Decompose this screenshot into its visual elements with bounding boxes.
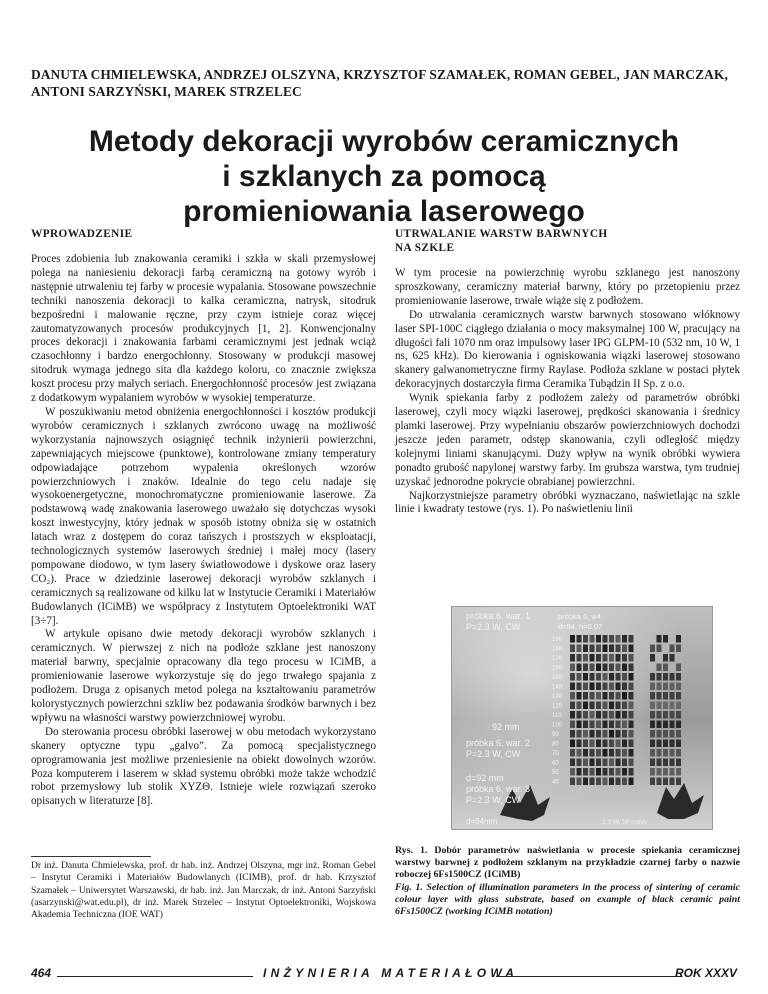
test-square: [603, 730, 608, 738]
test-square: [657, 645, 662, 653]
test-square: [670, 645, 675, 653]
test-square: [596, 645, 601, 653]
test-square: [676, 778, 681, 786]
test-square: [629, 759, 634, 767]
test-square: [629, 721, 634, 729]
test-square: [670, 721, 675, 729]
test-square: [670, 692, 675, 700]
test-square: [570, 664, 575, 672]
test-square: [596, 702, 601, 710]
sample-label-d3: P=2.3 W, CW: [466, 795, 521, 805]
test-square: [596, 721, 601, 729]
sample-label-b1: próbka 6, w4: [558, 612, 601, 621]
test-square: [577, 740, 582, 748]
paragraph: Do sterowania procesu obróbki laserowej w obu metodach wykorzystano skanery optyczne typu „galvo”. Za pomocą specjalistycznego oprogramowania jest możliwe przeniesienie na obiekt dowolnych wzorów. Poza komputerem i laserem w skład systemu obróbki może także wchodzić robot przemysłowy lub stolik XYZΘ. Istnieje wiele rozwiązań szeroko opisanych w literaturze [8].: [31, 725, 376, 808]
test-square: [596, 749, 601, 757]
scale-label: 80: [552, 741, 559, 748]
test-square: [609, 730, 614, 738]
test-square: [577, 721, 582, 729]
test-square: [603, 683, 608, 691]
test-square: [583, 778, 588, 786]
test-square: [670, 673, 675, 681]
test-square: [570, 683, 575, 691]
test-square: [596, 759, 601, 767]
scale-label: 60: [552, 760, 559, 767]
paragraph: W artykule opisano dwie metody dekoracji wyrobów szklanych i ceramicznych. W pierwszej z nich na podłoże szklane jest nanoszony materiał barwny, specjalnie opracowany dla tego procesu w ICiMB, a promieniowanie laserowe wykorzystuje się do jego trwałego spajania z podłożem. Druga z opisanych metod polega na kształtowaniu parametrów kolorystycznych powierzchni szkliw bez podawania środków barwnych i bez wpływu na własności warstwy powierzchniowej wyrobu.: [31, 628, 376, 724]
test-square: [676, 635, 681, 643]
test-square: [650, 683, 655, 691]
test-square: [622, 702, 627, 710]
test-square: [603, 645, 608, 653]
test-square: [676, 645, 681, 653]
test-square: [577, 692, 582, 700]
journal-volume: ROK XXXV: [674, 966, 737, 980]
test-square: [622, 683, 627, 691]
page-number: 464: [31, 966, 52, 980]
test-square: [657, 759, 662, 767]
test-square: [657, 749, 662, 757]
sample-label-c3: P=2.3 W, CW: [466, 749, 521, 759]
test-square: [616, 683, 621, 691]
test-square: [650, 721, 655, 729]
test-square: [603, 702, 608, 710]
test-square: [603, 635, 608, 643]
article-title: [40, 124, 728, 229]
test-square: [622, 768, 627, 776]
test-square: [609, 721, 614, 729]
test-square: [590, 730, 595, 738]
test-square: [657, 702, 662, 710]
caption-polish: Rys. 1. Dobór parametrów naświetlania w procesie spiekania ceramicznej warstwy barwnej z podłożem szklanym na przykładzie czarnej farby o nazwie roboczej 6Fs1500CZ (ICiMB): [395, 845, 740, 881]
test-square: [570, 654, 575, 662]
section-heading-introduction: WPROWADZENIE: [31, 228, 133, 240]
scale-label: 90: [552, 732, 559, 738]
test-square: [583, 673, 588, 681]
test-square: [596, 692, 601, 700]
test-square: [570, 749, 575, 757]
test-square: [663, 711, 668, 719]
test-square: [590, 711, 595, 719]
footer-rule-right: [496, 976, 681, 977]
test-square: [609, 664, 614, 672]
test-square: [629, 673, 634, 681]
test-square: [663, 759, 668, 767]
test-square: [583, 645, 588, 653]
scale-label: 40: [552, 779, 559, 786]
test-square: [629, 740, 634, 748]
test-square: [616, 759, 621, 767]
test-square: [609, 749, 614, 757]
test-square: [650, 673, 655, 681]
paragraph: Wynik spiekania farby z podłożem zależy od parametrów obróbki laserowej, czyli mocy wiązki laserowej, prędkości skanowania i średnicy plamki laserowej. Przy wypełnianiu obszarów powierzchniowych dochodzi jeszcze jeden parametr, odstęp skanowania, czyli odległość między kolejnymi liniami skanującymi. Duży wpływ na wynik obróbki wywiera ponadto grubość napylonej warstwy farby. Im grubsza warstwa, tym trudniej uzyskać jednorodne pokrycie obrabianej powierzchni.: [395, 392, 740, 488]
sample-label-b2: d=84, h=0.07: [558, 622, 603, 631]
figure-photo-glass-samples: [451, 606, 713, 830]
test-square: [577, 759, 582, 767]
test-square: [650, 759, 655, 767]
test-square: [570, 778, 575, 786]
test-square: [670, 778, 675, 786]
test-square: [590, 778, 595, 786]
test-square: [577, 645, 582, 653]
sample-label-e1: d=84mm: [466, 817, 498, 826]
test-square: [590, 635, 595, 643]
test-square: [676, 692, 681, 700]
test-square: [670, 683, 675, 691]
test-square: [583, 768, 588, 776]
test-square: [577, 702, 582, 710]
sample-label-a1: próbka 6, war. 1: [466, 611, 531, 621]
test-square: [650, 778, 655, 786]
test-square: [663, 749, 668, 757]
test-square: [676, 673, 681, 681]
test-square: [657, 778, 662, 786]
test-square: [616, 635, 621, 643]
test-square: [663, 664, 668, 672]
left-column: [31, 227, 376, 809]
test-square: [622, 778, 627, 786]
test-square: [609, 768, 614, 776]
test-square: [670, 730, 675, 738]
test-square: [657, 683, 662, 691]
scale-label: 140: [552, 684, 563, 691]
test-square: [657, 711, 662, 719]
test-square: [609, 683, 614, 691]
test-square: [603, 654, 608, 662]
test-square: [616, 673, 621, 681]
test-square: [629, 635, 634, 643]
test-square: [570, 740, 575, 748]
test-square: [609, 702, 614, 710]
test-square: [570, 711, 575, 719]
sample-label-c1: 92 mm: [492, 722, 520, 732]
test-square: [590, 721, 595, 729]
test-square: [650, 730, 655, 738]
test-square: [657, 768, 662, 776]
scale-label: 180: [552, 646, 563, 653]
test-square: [577, 635, 582, 643]
test-square: [670, 702, 675, 710]
scale-label: 70: [552, 751, 559, 757]
test-square: [590, 740, 595, 748]
test-square: [596, 654, 601, 662]
test-square: [583, 692, 588, 700]
test-square: [629, 778, 634, 786]
footer-rule-left: [57, 976, 253, 977]
test-square: [609, 645, 614, 653]
test-square: [570, 721, 575, 729]
test-square: [629, 683, 634, 691]
test-square: [603, 778, 608, 786]
test-square: [657, 673, 662, 681]
test-square: [596, 778, 601, 786]
test-square: [577, 664, 582, 672]
test-square: [616, 749, 621, 757]
test-square: [629, 711, 634, 719]
test-square: [577, 768, 582, 776]
test-square: [609, 740, 614, 748]
scale-label: 170: [552, 656, 563, 662]
test-square: [670, 711, 675, 719]
paragraph: W tym procesie na powierzchnię wyrobu szklanego jest nanoszony sproszkowany, ceramiczny materiał barwny, który po przetopieniu przez promieniowanie laserowe, trwale wiąże się z podłożem.: [395, 267, 740, 307]
test-square: [676, 702, 681, 710]
test-square: [603, 711, 608, 719]
sample-label-d2: próbka 6, war. 3: [466, 784, 531, 794]
test-square: [657, 664, 662, 672]
test-square: [663, 635, 668, 643]
test-square: [676, 683, 681, 691]
test-square: [603, 721, 608, 729]
paragraph: W poszukiwaniu metod obniżenia energochłonności i kosztów produkcji wyrobów ceramicznych i szklanych zwrócono uwagę na możliwość wykorzystania najnowszych osiągnięć technik inżynierii powierzchni, zapewniających miejscowe (punktowe), kontrolowane zmiany temperatury odpowiadające potrzebom wypalenia określonych wzorów powierzchniowych i znaków. Idealnie do tego celu nadaje się wysokoenergetyczne, monochromatyczne promieniowanie laserowe. Za podstawową wadę znakowania laserowego uważało się dotychczas wysoki koszt inwestycyjny, który jednak w sposób istotny obniża się w ostatnich latach wraz z dostępem do coraz tańszych i prostszych w eksploatacji, technologicznych systemów laserowych średniej i małej mocy (lasery pompowane diodowo, w tym lasery światłowodowe i dyskowe oraz lasery CO₂). Prace w dziedzinie laserowej dekoracji wyrobów szklanych i ceramicznych są realizowane od kilku lat w Instytucie Ceramiki i Materiałów Budowlanych (ICiMB) we współpracy z Instytutem Optoelektroniki WAT [3÷7].: [31, 405, 376, 627]
test-square: [657, 635, 662, 643]
test-square: [657, 692, 662, 700]
test-square: [583, 664, 588, 672]
test-square: [596, 740, 601, 748]
sample-label-d1: d=92 mm: [466, 773, 504, 783]
right-column: [395, 227, 740, 517]
test-square: [663, 768, 668, 776]
test-square: [622, 664, 627, 672]
test-square: [577, 673, 582, 681]
test-square: [570, 730, 575, 738]
test-square: [629, 768, 634, 776]
test-square: [603, 740, 608, 748]
test-square: [622, 730, 627, 738]
test-square: [603, 749, 608, 757]
test-square: [609, 635, 614, 643]
test-square: [622, 740, 627, 748]
test-square: [650, 645, 655, 653]
test-square: [622, 711, 627, 719]
test-square: [577, 730, 582, 738]
test-square: [583, 654, 588, 662]
test-square: [663, 692, 668, 700]
footnote-rule: [31, 856, 151, 857]
test-square: [596, 673, 601, 681]
test-square: [616, 654, 621, 662]
test-square: [676, 768, 681, 776]
paragraph: Najkorzystniejsze parametry obróbki wyznaczano, naświetlając na szkle linie i kwadraty testowe (rys. 1). Po naświetleniu linii: [395, 489, 740, 516]
figure-caption: [395, 845, 740, 918]
test-square: [676, 759, 681, 767]
test-square: [603, 759, 608, 767]
heading-line-2: NA SZKLE: [395, 242, 455, 254]
sample-label-c2: próbka 6, war. 2: [466, 738, 531, 748]
test-square: [577, 654, 582, 662]
test-square: [616, 768, 621, 776]
test-square: [663, 673, 668, 681]
test-square: [583, 711, 588, 719]
test-square: [603, 664, 608, 672]
scale-label: 50: [552, 770, 559, 776]
test-square: [590, 654, 595, 662]
test-square: [629, 702, 634, 710]
test-square: [663, 683, 668, 691]
test-square: [629, 692, 634, 700]
test-square: [570, 692, 575, 700]
test-square: [577, 749, 582, 757]
test-square: [583, 730, 588, 738]
title-line-1: Metody dekoracji wyrobów ceramicznych: [88, 125, 680, 158]
scale-label: 160: [552, 665, 563, 672]
test-square: [590, 768, 595, 776]
test-square: [622, 692, 627, 700]
test-square: [577, 683, 582, 691]
test-square: [670, 749, 675, 757]
scale-label: 150: [552, 675, 563, 681]
scale-label: 100: [552, 722, 563, 729]
authors-line: DANUTA CHMIELEWSKA, ANDRZEJ OLSZYNA, KRZYSZTOF SZAMAŁEK, ROMAN GEBEL, JAN MARCZAK, ANTONI SARZYŃSKI, MAREK STRZELEC: [31, 67, 728, 99]
test-square: [629, 645, 634, 653]
paragraph: Proces zdobienia lub znakowania ceramiki i szkła w skali przemysłowej polega na naniesieniu dekoracji farbą ceramiczną na gotowy wyrób i następnie utrwaleniu tej farby w procesie wypalania. Stosowane powszechnie techniki nanoszenia dekoracji to kalka ceramiczna, natrysk, sitodruk bezpośredni i malowanie ręczne, przy czym istnieje coraz więcej zautomatyzowanych procesów produkcyjnych [1, 2]. Konwencjonalny proces dekoracji i znakowania farbami ceramicznymi jest jednak wciąż czasochłonny i bardzo energochłonny. Stosowany w produkcji masowej sitodruk wymaga jednego sita dla każdego koloru, co znacznie zwiększa koszt procesu przy małych seriach. Energochłonność procesów jest związana z dodatkowym wypalaniem wyrobów w wysokiej temperaturze.: [31, 253, 376, 405]
test-square: [650, 654, 655, 662]
test-square: [570, 768, 575, 776]
test-square: [583, 635, 588, 643]
test-square: [670, 768, 675, 776]
test-square: [583, 759, 588, 767]
test-square: [609, 778, 614, 786]
test-square: [663, 721, 668, 729]
test-square: [616, 664, 621, 672]
test-square: [590, 759, 595, 767]
scale-label: 190: [552, 637, 563, 643]
test-square: [616, 645, 621, 653]
scale-label: 130: [552, 694, 563, 700]
test-square: [622, 635, 627, 643]
test-square: [663, 654, 668, 662]
heading-line-1: UTRWALANIE WARSTW BARWNYCH: [395, 228, 608, 240]
test-square: [603, 692, 608, 700]
test-square: [596, 730, 601, 738]
test-square: [596, 664, 601, 672]
photo-illustration: [452, 607, 713, 830]
test-square: [570, 635, 575, 643]
test-square: [609, 759, 614, 767]
author-affiliations: Dr inż. Danuta Chmielewska, prof. dr hab. inż. Andrzej Olszyna, mgr inż. Roman Gebel – Instytut Ceramiki i Materiałów Budowlanych (ICIMB), prof. dr hab. Krzysztof Szamałek – Uniwersytet Warszawski, dr hab. inż. Jan Marczak, dr inż. Antoni Sarzyński (asarzynski@wat.edu.pl), dr inż. Marek Strzelec – Instytut Optoelektroniki, Wojskowa Akademia Techniczna (IOE WAT): [31, 860, 376, 921]
test-square: [650, 768, 655, 776]
test-square: [670, 759, 675, 767]
sample-label-a2: P=2.3 W, CW: [466, 622, 521, 632]
test-square: [590, 673, 595, 681]
test-square: [609, 673, 614, 681]
test-square: [676, 749, 681, 757]
journal-name: INŻYNIERIA MATERIAŁOWA: [263, 966, 519, 980]
test-square: [663, 730, 668, 738]
test-square: [596, 635, 601, 643]
test-square: [663, 740, 668, 748]
test-square: [616, 721, 621, 729]
page-footer: [31, 966, 737, 982]
test-square: [676, 740, 681, 748]
scale-label: 120: [552, 703, 563, 710]
test-square: [650, 692, 655, 700]
test-square: [676, 711, 681, 719]
test-square: [657, 740, 662, 748]
test-square: [570, 702, 575, 710]
test-square: [609, 692, 614, 700]
test-square: [616, 740, 621, 748]
test-square: [609, 711, 614, 719]
test-square: [663, 778, 668, 786]
test-square: [622, 721, 627, 729]
section-heading-colour-layers: [395, 227, 740, 255]
test-square: [676, 664, 681, 672]
test-square: [590, 645, 595, 653]
test-square: [570, 673, 575, 681]
test-square: [583, 740, 588, 748]
scale-label: 110: [552, 713, 562, 719]
test-square: [590, 692, 595, 700]
test-square: [616, 702, 621, 710]
title-line-2: i szklanych za pomocą: [222, 160, 546, 193]
test-square: [657, 721, 662, 729]
test-square: [596, 711, 601, 719]
caption-english: Fig. 1. Selection of illumination parameters in the process of sintering of ceramic colour layer with glass substrate, based on example of black ceramic paint 6Fs1500CZ (working ICiMB notation): [395, 881, 740, 918]
test-square: [583, 702, 588, 710]
test-square: [583, 749, 588, 757]
test-square: [650, 749, 655, 757]
test-square: [622, 654, 627, 662]
test-square: [570, 645, 575, 653]
test-square: [590, 749, 595, 757]
test-square: [616, 711, 621, 719]
test-square: [616, 692, 621, 700]
test-square: [570, 759, 575, 767]
test-square: [577, 711, 582, 719]
test-square: [622, 673, 627, 681]
test-square: [650, 702, 655, 710]
test-square: [590, 702, 595, 710]
test-square: [670, 654, 675, 662]
test-square: [590, 664, 595, 672]
test-square: [650, 740, 655, 748]
test-square: [676, 721, 681, 729]
test-square: [583, 683, 588, 691]
test-square: [629, 664, 634, 672]
test-square: [603, 673, 608, 681]
test-square: [650, 711, 655, 719]
test-square: [657, 730, 662, 738]
test-square: [670, 740, 675, 748]
test-square: [622, 759, 627, 767]
test-square: [616, 778, 621, 786]
test-square: [590, 683, 595, 691]
test-square: [603, 768, 608, 776]
test-square: [622, 645, 627, 653]
test-square: [583, 721, 588, 729]
test-square: [596, 768, 601, 776]
test-square: [577, 778, 582, 786]
test-square: [629, 749, 634, 757]
test-square: [616, 730, 621, 738]
test-square: [622, 749, 627, 757]
test-square: [663, 702, 668, 710]
test-square: [676, 730, 681, 738]
test-square: [629, 730, 634, 738]
title-line-3: promieniowania laserowego: [183, 195, 585, 228]
test-square: [609, 654, 614, 662]
test-square: [596, 683, 601, 691]
sample-label-e2: 2.3 W, 50 mm/s: [602, 819, 648, 826]
test-square: [629, 654, 634, 662]
paragraph: Do utrwalania ceramicznych warstw barwnych stosowano włóknowy laser SPI-100C ciągłego działania o mocy maksymalnej 100 W, pracujący na długości fali 1070 nm oraz impulsowy laser IPG GLPM-10 (532 nm, 10 W, 1 ns, 625 kHz). Do kierowania i ogniskowania wiązki laserowej stosowano skanery galwanometryczne firmy Raylase. Podłoża szklane w postaci płytek dekoracyjnych dostarczyła firma Ceramika Tubądzin II Sp. z o.o.: [395, 308, 740, 391]
